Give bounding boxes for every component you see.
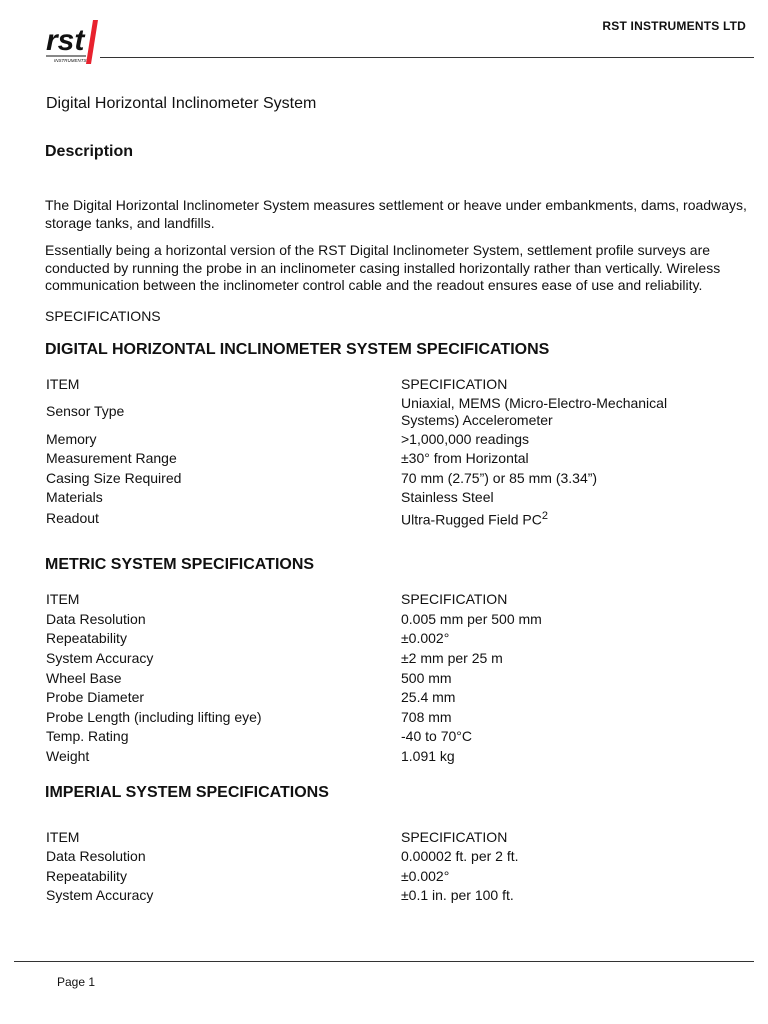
item-cell: Memory xyxy=(46,430,97,447)
item-cell: Repeatability xyxy=(46,630,127,647)
imperial-specs-table xyxy=(45,827,753,905)
spec-cell: 70 mm (2.75”) or 85 mm (3.34”) xyxy=(401,469,598,486)
table-row xyxy=(45,747,753,767)
description-heading: Description xyxy=(45,143,134,160)
item-cell: Readout xyxy=(46,509,99,526)
spec-cell: ±0.002° xyxy=(401,867,450,884)
header-divider xyxy=(100,57,754,58)
table-row xyxy=(45,847,753,867)
column-header-item: ITEM xyxy=(46,376,80,393)
item-cell: Sensor Type xyxy=(46,403,125,420)
item-cell: Probe Diameter xyxy=(46,689,145,706)
table-row xyxy=(45,488,753,508)
table-row xyxy=(45,688,753,708)
item-cell: Temp. Rating xyxy=(46,728,129,745)
spec-cell: >1,000,000 readings xyxy=(401,430,530,447)
spec-text: Ultra-Rugged Field PC xyxy=(401,511,542,528)
description-paragraph-2: Essentially being a horizontal version of the RST Digital Inclinometer System, settlement profile surveys are conducted by running the probe in an inclinometer casing installed horizontally rather than vertically. Wireless communication between the inclinometer control cable and the readout ensures ease of use and reliability. xyxy=(45,242,721,293)
spec-cell: 25.4 mm xyxy=(401,689,456,706)
spec-cell: 500 mm xyxy=(401,669,452,686)
spec-cell: ±30° from Horizontal xyxy=(401,450,529,467)
metric-specs-title: METRIC SYSTEM SPECIFICATIONS xyxy=(45,556,315,574)
item-cell: Measurement Range xyxy=(46,450,177,467)
system-specs-title: DIGITAL HORIZONTAL INCLINOMETER SYSTEM SPECIFICATIONS xyxy=(45,341,550,358)
item-cell: Casing Size Required xyxy=(46,469,182,486)
table-row xyxy=(45,708,753,728)
column-header-spec: SPECIFICATION xyxy=(401,591,508,608)
rst-logo xyxy=(44,18,104,68)
column-header-item: ITEM xyxy=(46,591,80,608)
item-cell: Weight xyxy=(46,747,90,764)
spec-cell xyxy=(401,508,753,529)
table-row xyxy=(45,508,753,529)
item-cell: Repeatability xyxy=(46,867,127,884)
table-row xyxy=(45,867,753,887)
item-cell: System Accuracy xyxy=(46,649,154,666)
column-header-item: ITEM xyxy=(46,828,80,845)
table-row xyxy=(45,469,753,489)
spec-cell: 708 mm xyxy=(401,708,452,725)
table-row xyxy=(45,449,753,469)
document-title: Digital Horizontal Inclinometer System xyxy=(46,95,317,112)
company-name: RST INSTRUMENTS LTD xyxy=(602,19,746,33)
table-row xyxy=(45,669,753,689)
document-body xyxy=(45,143,753,906)
spec-cell: 0.00002 ft. per 2 ft. xyxy=(401,848,519,865)
item-cell: Data Resolution xyxy=(46,848,146,865)
table-row xyxy=(45,649,753,669)
spec-superscript: 2 xyxy=(541,509,548,522)
spec-cell: ±0.002° xyxy=(401,630,450,647)
table-header-row xyxy=(45,827,753,847)
description-paragraph-1: The Digital Horizontal Inclinometer System measures settlement or heave under embankments, dams, roadways, storage tanks, and landfills. xyxy=(45,197,747,231)
item-cell: Data Resolution xyxy=(46,610,146,627)
table-header-row xyxy=(45,375,753,395)
spec-cell: 1.091 kg xyxy=(401,747,455,764)
system-specs-table xyxy=(45,375,753,529)
item-cell: Materials xyxy=(46,489,103,506)
logo-subtext: INSTRUMENTS xyxy=(54,58,87,63)
table-row xyxy=(45,886,753,906)
item-cell: Probe Length (including lifting eye) xyxy=(46,708,262,725)
spec-cell: ±2 mm per 25 m xyxy=(401,649,503,666)
metric-specs-table xyxy=(45,590,753,766)
table-row xyxy=(45,395,753,430)
table-header-row xyxy=(45,590,753,610)
spec-cell: Uniaxial, MEMS (Micro-Electro-Mechanical Systems) Accelerometer xyxy=(401,394,668,429)
column-header-spec: SPECIFICATION xyxy=(401,376,508,393)
specifications-label: SPECIFICATIONS xyxy=(45,307,161,324)
table-row xyxy=(45,430,753,450)
imperial-specs-title: IMPERIAL SYSTEM SPECIFICATIONS xyxy=(45,784,329,802)
page-number: Page 1 xyxy=(57,975,96,989)
footer-divider xyxy=(14,961,754,962)
spec-cell: Stainless Steel xyxy=(401,489,494,506)
column-header-spec: SPECIFICATION xyxy=(401,828,508,845)
spec-cell: 0.005 mm per 500 mm xyxy=(401,610,542,627)
table-row xyxy=(45,629,753,649)
logo-red-slash xyxy=(86,20,98,64)
item-cell: Wheel Base xyxy=(46,669,122,686)
table-row xyxy=(45,610,753,630)
spec-cell: ±0.1 in. per 100 ft. xyxy=(401,887,514,904)
table-row xyxy=(45,727,753,747)
logo-text: rst xyxy=(46,24,85,57)
spec-cell: -40 to 70°C xyxy=(401,728,472,745)
item-cell: System Accuracy xyxy=(46,887,154,904)
